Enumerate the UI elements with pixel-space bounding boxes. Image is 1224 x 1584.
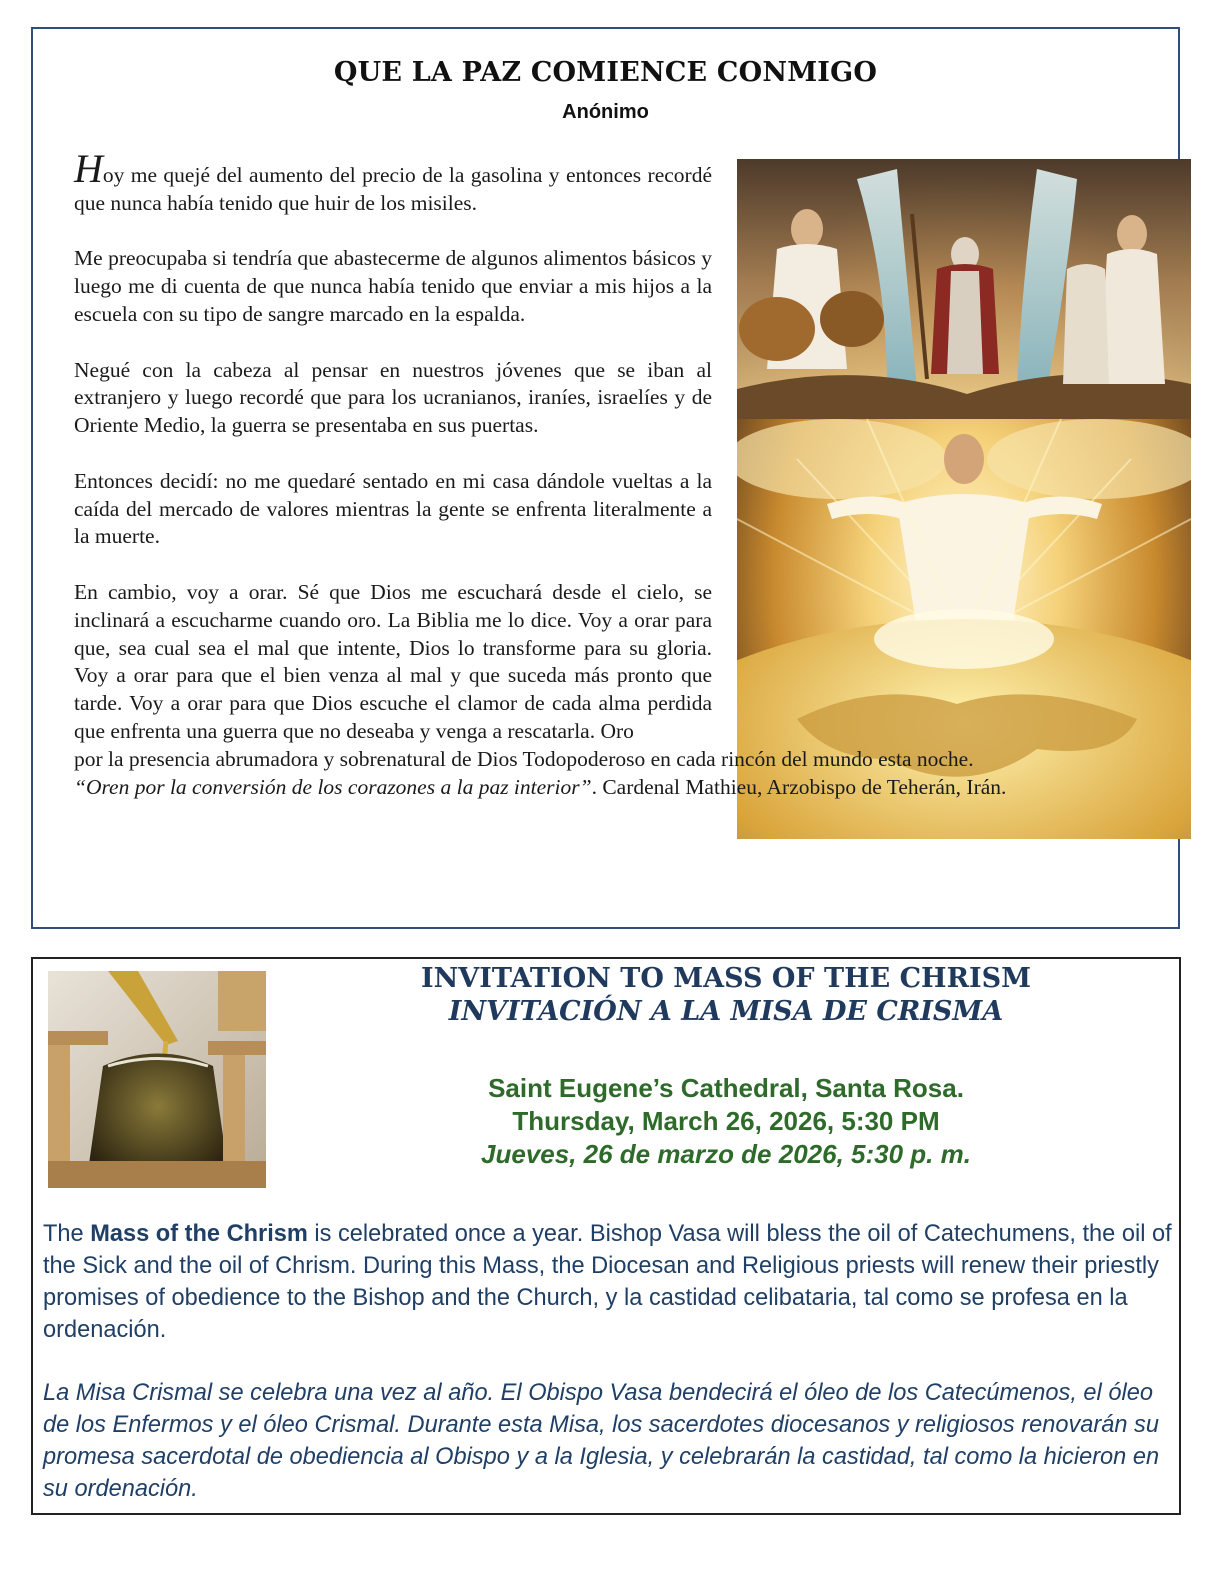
description-es: La Misa Crismal se celebra una vez al año. El Obispo Vasa bendecirá el óleo de los Catecúmenos, el óleo de los Enfermos y el óleo Crismal. Durante esta Misa, los sacerdotes diocesanos y religiosos renovarán su promesa sacerdotal de obediencia al Obispo y a la Iglesia, y celebrarán la castidad, tal como la hicieron en su ordenación.	[43, 1380, 1160, 1502]
paragraph-2: Me preocupaba si tendría que abastecerme de algunos alimentos básicos y luego me di cuenta de que nunca había tenido que enviar a mis hijos a la escuela con su tipo de sangre marcado en la espalda.	[74, 246, 712, 326]
chrism-oil-photo	[48, 971, 266, 1188]
article-box	[31, 27, 1180, 929]
article-title: QUE LA PAZ COMIENCE CONMIGO	[333, 57, 878, 88]
paragraph-5-wide-part: por la presencia abrumadora y sobrenatural de Dios Todopoderoso en cada rincón del mundo esta noche.	[74, 746, 974, 771]
event-details	[273, 1072, 1179, 1171]
event-date-es: Jueves, 26 de marzo de 2026, 5:30 p. m.	[481, 1139, 971, 1169]
invitation-title-en: INVITATION TO MASS OF THE CHRISM	[420, 963, 1032, 994]
invitation-box	[31, 957, 1181, 1515]
quote-line	[74, 774, 1202, 802]
event-date-en: Thursday, March 26, 2026, 5:30 PM	[512, 1106, 940, 1136]
paragraph-1: Hoy me quejé del aumento del precio de la gasolina y entonces recordé que nunca había tenido que huir de los misiles.	[74, 146, 712, 215]
description-en: The Mass of the Chrism is celebrated once a year. Bishop Vasa will bless the oil of Catechumens, the oil of the Sick and the oil of Chrism. During this Mass, the Diocesan and Religious priests will renew their priestly promises of obedience to the Bishop and the Church, y la castidad celibataria, tal como se profesa en la ordenación.	[43, 1221, 1172, 1343]
paragraph-5	[74, 579, 1202, 801]
quote: “Oren por la conversión de los corazones a la paz interior”	[74, 774, 592, 799]
article-body	[74, 146, 1202, 801]
drop-cap: H	[74, 146, 103, 191]
invitation-title-es: INVITACIÓN A LA MISA DE CRISMA	[448, 996, 1004, 1027]
paragraph-3: Negué con la cabeza al pensar en nuestros jóvenes que se iban al extranjero y luego recordé que para los ucranianos, iraníes, israelíes y de Oriente Medio, la guerra se presentaba en sus puertas.	[74, 357, 712, 438]
article-author: Anónimo	[562, 101, 649, 123]
paragraph-4: Entonces decidí: no me quedaré sentado en mi casa dándole vueltas a la caída del mercado de valores mientras la gente se enfrenta literalmente a la muerte.	[74, 468, 712, 549]
mass-name-bold: Mass of the Chrism	[90, 1221, 308, 1247]
paragraph-5-narrow-part: En cambio, voy a orar. Sé que Dios me escuchará desde el cielo, se inclinará a escucharme cuando oro. La Biblia me lo dice. Voy a orar para que, sea cual sea el mal que intente, Dios lo transforme para su gloria. Voy a orar para que el bien venza al mal y que suceda más pronto que tarde. Voy a orar para que Dios escuche el clamor de cada alma perdida que enfrenta una guerra que no deseaba y venga a rescatarla. Oro	[74, 579, 712, 743]
quote-attribution: . Cardenal Mathieu, Arzobispo de Teherán, Irán.	[591, 774, 1007, 799]
oil-pouring-illustration	[48, 971, 266, 1188]
venue-name: Saint Eugene’s Cathedral, Santa Rosa.	[488, 1073, 964, 1103]
